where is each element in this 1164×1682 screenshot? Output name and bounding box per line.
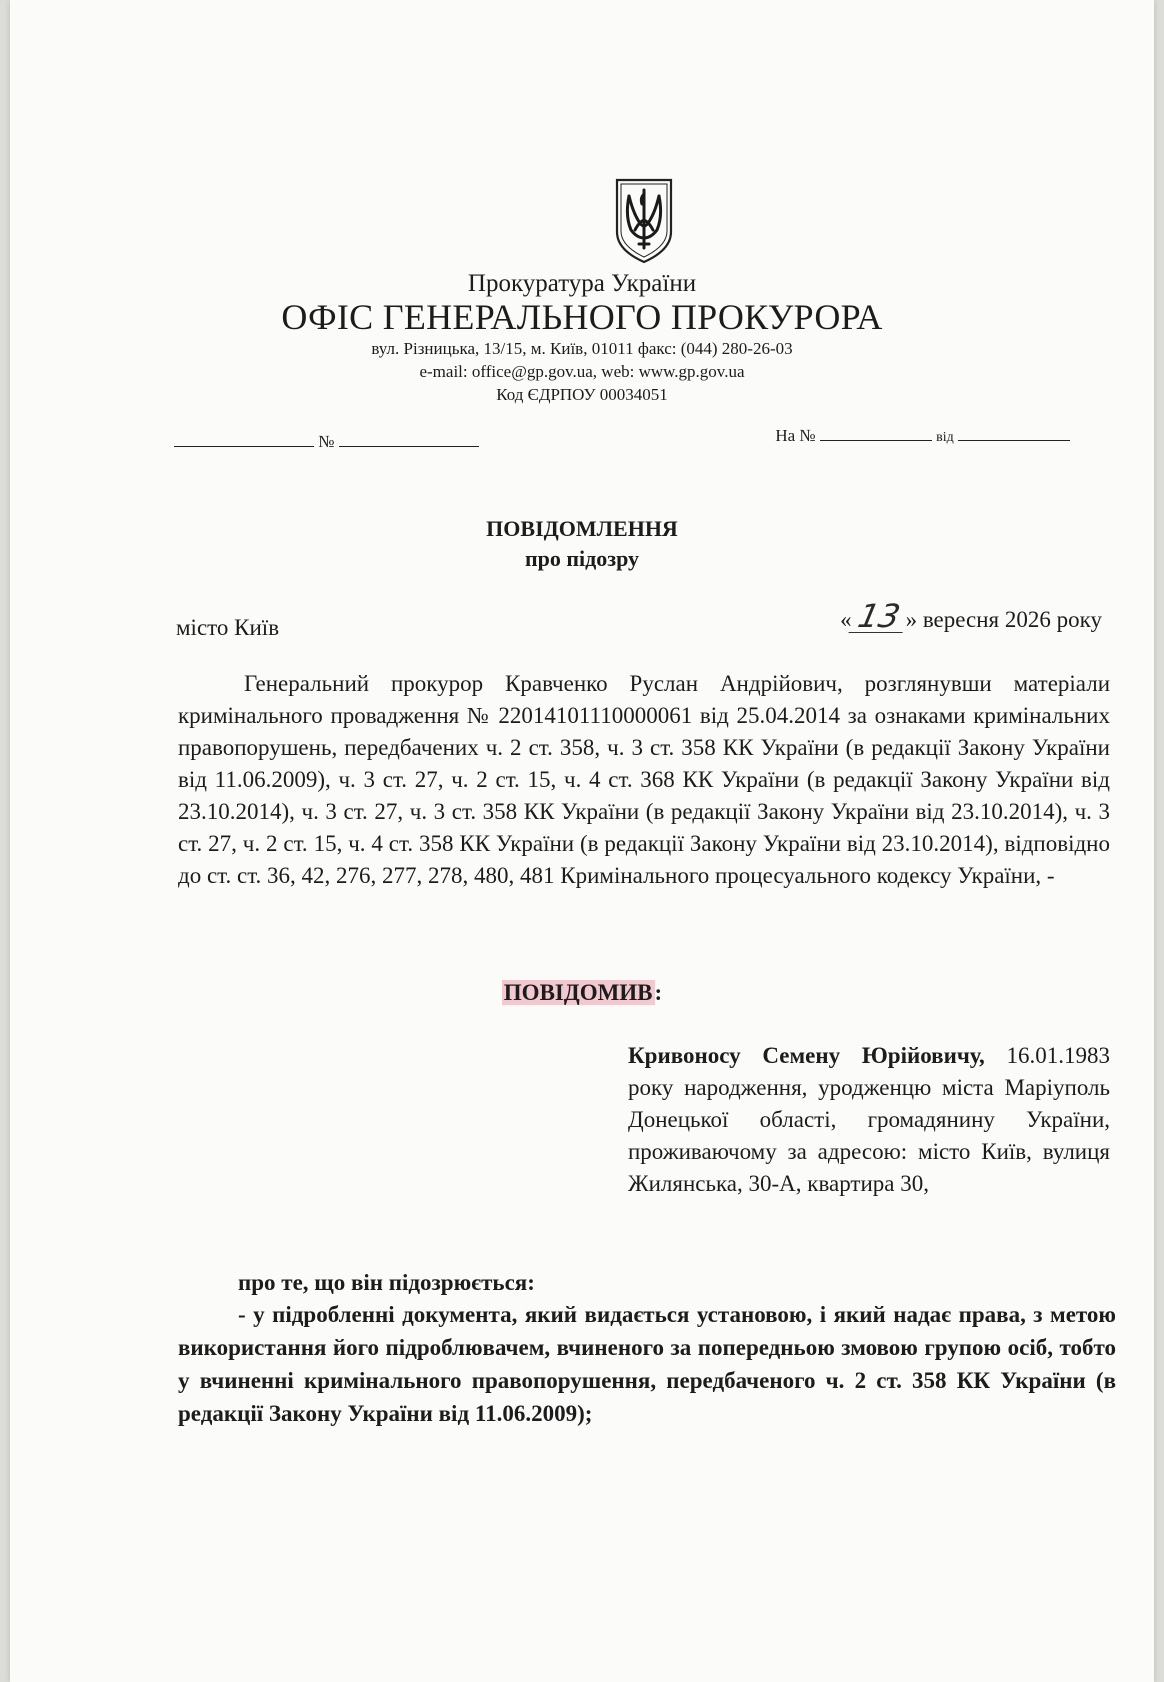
reply-number-blank — [820, 426, 932, 441]
suspect-block — [628, 1040, 1110, 1200]
suspect-name: Кривоносу Семену Юрійовичу, — [628, 1043, 985, 1068]
reply-number-label: На № — [775, 426, 816, 445]
intro-paragraph: Генеральний прокурор Кравченко Руслан Андрійович, розглянувши матеріали кримінального провадження № 22014101110000061 від 25.04.2014 за ознаками кримінальних правопорушень, передбачених ч. 2 ст. 358, ч. 3 ст. 358 КК України (в редакції Закону України від 11.06.2009), ч. 3 ст. 27, ч. 2 ст. 15, ч. 4 ст. 368 КК України (в редакції Закону України від 23.10.2014), ч. 3 ст. 27, ч. 3 ст. 358 КК України (в редакції Закону України від 23.10.2014), ч. 3 ст. 27, ч. 2 ст. 15, ч. 4 ст. 358 КК України (в редакції Закону України від 23.10.2014), відповідно до ст. ст. 36, 42, 276, 277, 278, 480, 481 Кримінального процесуального кодексу України, - — [178, 671, 1110, 888]
reply-date-label: від — [936, 430, 954, 445]
document-date — [840, 597, 1102, 635]
notified-colon: : — [654, 980, 663, 1005]
charge-paragraph: - у підробленні документа, який видається установою, і який надає права, з метою використання його підроблювачем, вчиненого за попередньою змовою групою осіб, тобто у вчиненні кримінального правопорушення, передбаченого ч. 2 ст. 358 КК України (в редакції Закону України від 11.06.2009); — [178, 1302, 1116, 1426]
organization-contacts: e-mail: office@gp.gov.ua, web: www.gp.gov.ua — [419, 362, 745, 381]
date-month-year: » вересня 2026 року — [905, 607, 1102, 632]
organization-code: Код ЄДРПОУ 00034051 — [496, 385, 668, 404]
document-title: ПОВІДОМЛЕННЯ — [486, 516, 678, 541]
organization-address: вул. Різницька, 13/15, м. Київ, 01011 факс: (044) 280-26-03 — [371, 339, 793, 358]
outgoing-number-blank — [339, 432, 479, 447]
notified-word-highlighted: ПОВІДОМИВ — [503, 980, 653, 1005]
document-subtitle: про підозру — [524, 546, 640, 571]
outgoing-registration — [174, 432, 479, 452]
organization-name: ОФІС ГЕНЕРАЛЬНОГО ПРОКУРОРА — [281, 297, 883, 337]
notified-heading — [10, 980, 1154, 1006]
charge-intro: про те, що він підозрюється: — [238, 1270, 535, 1295]
reply-registration — [775, 426, 1070, 446]
outgoing-number-sign: № — [318, 432, 335, 451]
reply-date-blank — [958, 426, 1070, 441]
outgoing-date-blank — [174, 432, 314, 447]
document-city: місто Київ — [176, 615, 280, 640]
document-page — [10, 0, 1154, 1682]
trident-coat-of-arms-icon — [611, 176, 677, 266]
date-open-quote: « — [840, 607, 852, 632]
suspect-details: 16.01.1983 року народження, уродженцю міста Маріуполь Донецької області, громадянину України, проживаючому за адресою: місто Київ, вулиця Жилянська, 30-А, квартира 30, — [628, 1043, 1111, 1196]
handwritten-day: 13 — [848, 600, 909, 633]
parent-organization: Прокуратура України — [467, 270, 697, 297]
